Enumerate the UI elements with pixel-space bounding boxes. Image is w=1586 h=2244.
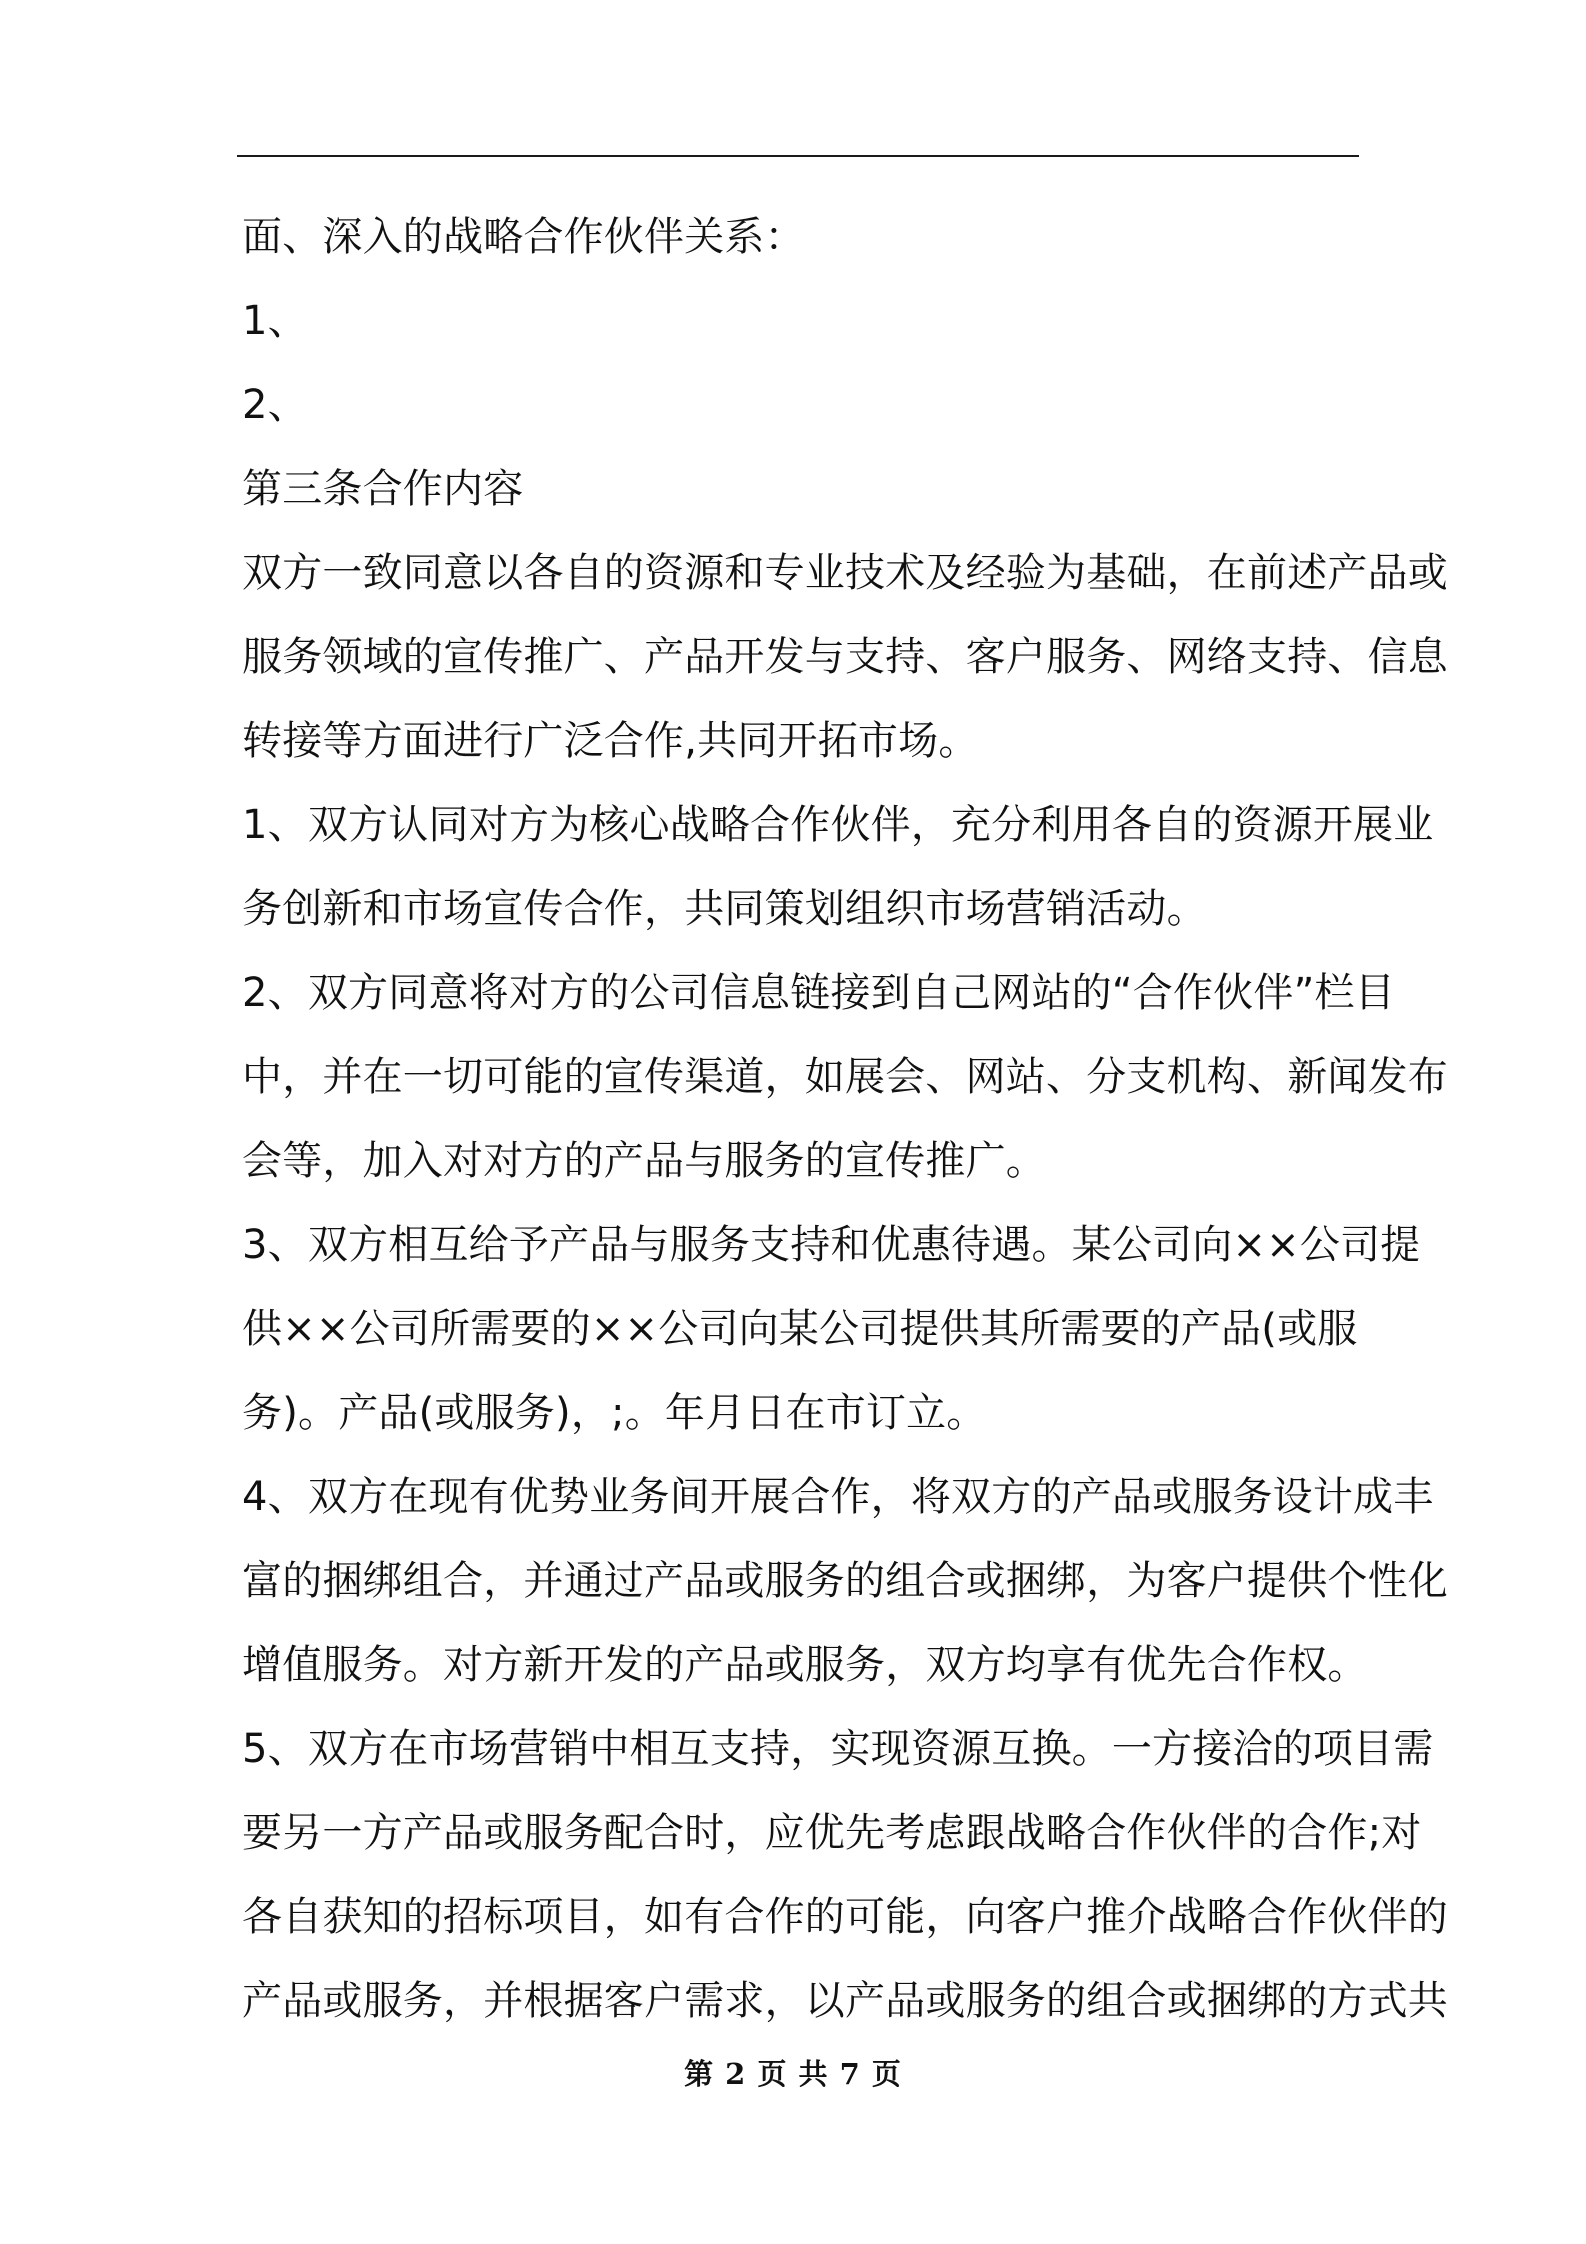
text-line: 产品或服务，并根据客户需求，以产品或服务的组合或捆绑的方式共 <box>242 1978 1448 2024</box>
text-line: 2、 <box>242 382 308 428</box>
text-line: 双方一致同意以各自的资源和专业技术及经验为基础，在前述产品或 <box>242 550 1448 596</box>
text-line: 增值服务。对方新开发的产品或服务，双方均享有优先合作权。 <box>242 1642 1368 1688</box>
text-line: 1、 <box>242 298 308 344</box>
text-line: 4、双方在现有优势业务间开展合作，将双方的产品或服务设计成丰 <box>242 1474 1434 1520</box>
text-line: 中，并在一切可能的宣传渠道，如展会、网站、分支机构、新闻发布 <box>242 1054 1448 1100</box>
text-line: 各自获知的招标项目，如有合作的可能，向客户推介战略合作伙伴的 <box>242 1894 1448 1940</box>
text-line: 会等，加入对对方的产品与服务的宣传推广。 <box>242 1138 1046 1184</box>
text-line: 服务领域的宣传推广、产品开发与支持、客户服务、网络支持、信息 <box>242 634 1448 680</box>
section-heading: 第三条合作内容 <box>242 466 524 512</box>
text-line: 3、双方相互给予产品与服务支持和优惠待遇。某公司向××公司提 <box>242 1222 1421 1268</box>
page-number-footer: 第 2 页 共 7 页 <box>684 2057 902 2091</box>
text-line: 务)。产品(或服务)，;。年月日在市订立。 <box>242 1390 987 1436</box>
text-line: 富的捆绑组合，并通过产品或服务的组合或捆绑，为客户提供个性化 <box>242 1558 1448 1604</box>
text-line: 要另一方产品或服务配合时，应优先考虑跟战略合作伙伴的合作;对 <box>242 1810 1422 1856</box>
text-line: 务创新和市场宣传合作，共同策划组织市场营销活动。 <box>242 886 1207 932</box>
text-line: 转接等方面进行广泛合作,共同开拓市场。 <box>242 718 979 764</box>
text-line: 供××公司所需要的××公司向某公司提供其所需要的产品(或服 <box>242 1306 1358 1352</box>
text-line: 5、双方在市场营销中相互支持，实现资源互换。一方接洽的项目需 <box>242 1726 1434 1772</box>
document-body <box>242 195 1448 2043</box>
text-line: 2、双方同意将对方的公司信息链接到自己网站的“合作伙伴”栏目 <box>242 970 1395 1016</box>
header-rule <box>237 155 1359 157</box>
text-line: 面、深入的战略合作伙伴关系： <box>242 214 805 260</box>
text-line: 1、双方认同对方为核心战略合作伙伴，充分利用各自的资源开展业 <box>242 802 1434 848</box>
